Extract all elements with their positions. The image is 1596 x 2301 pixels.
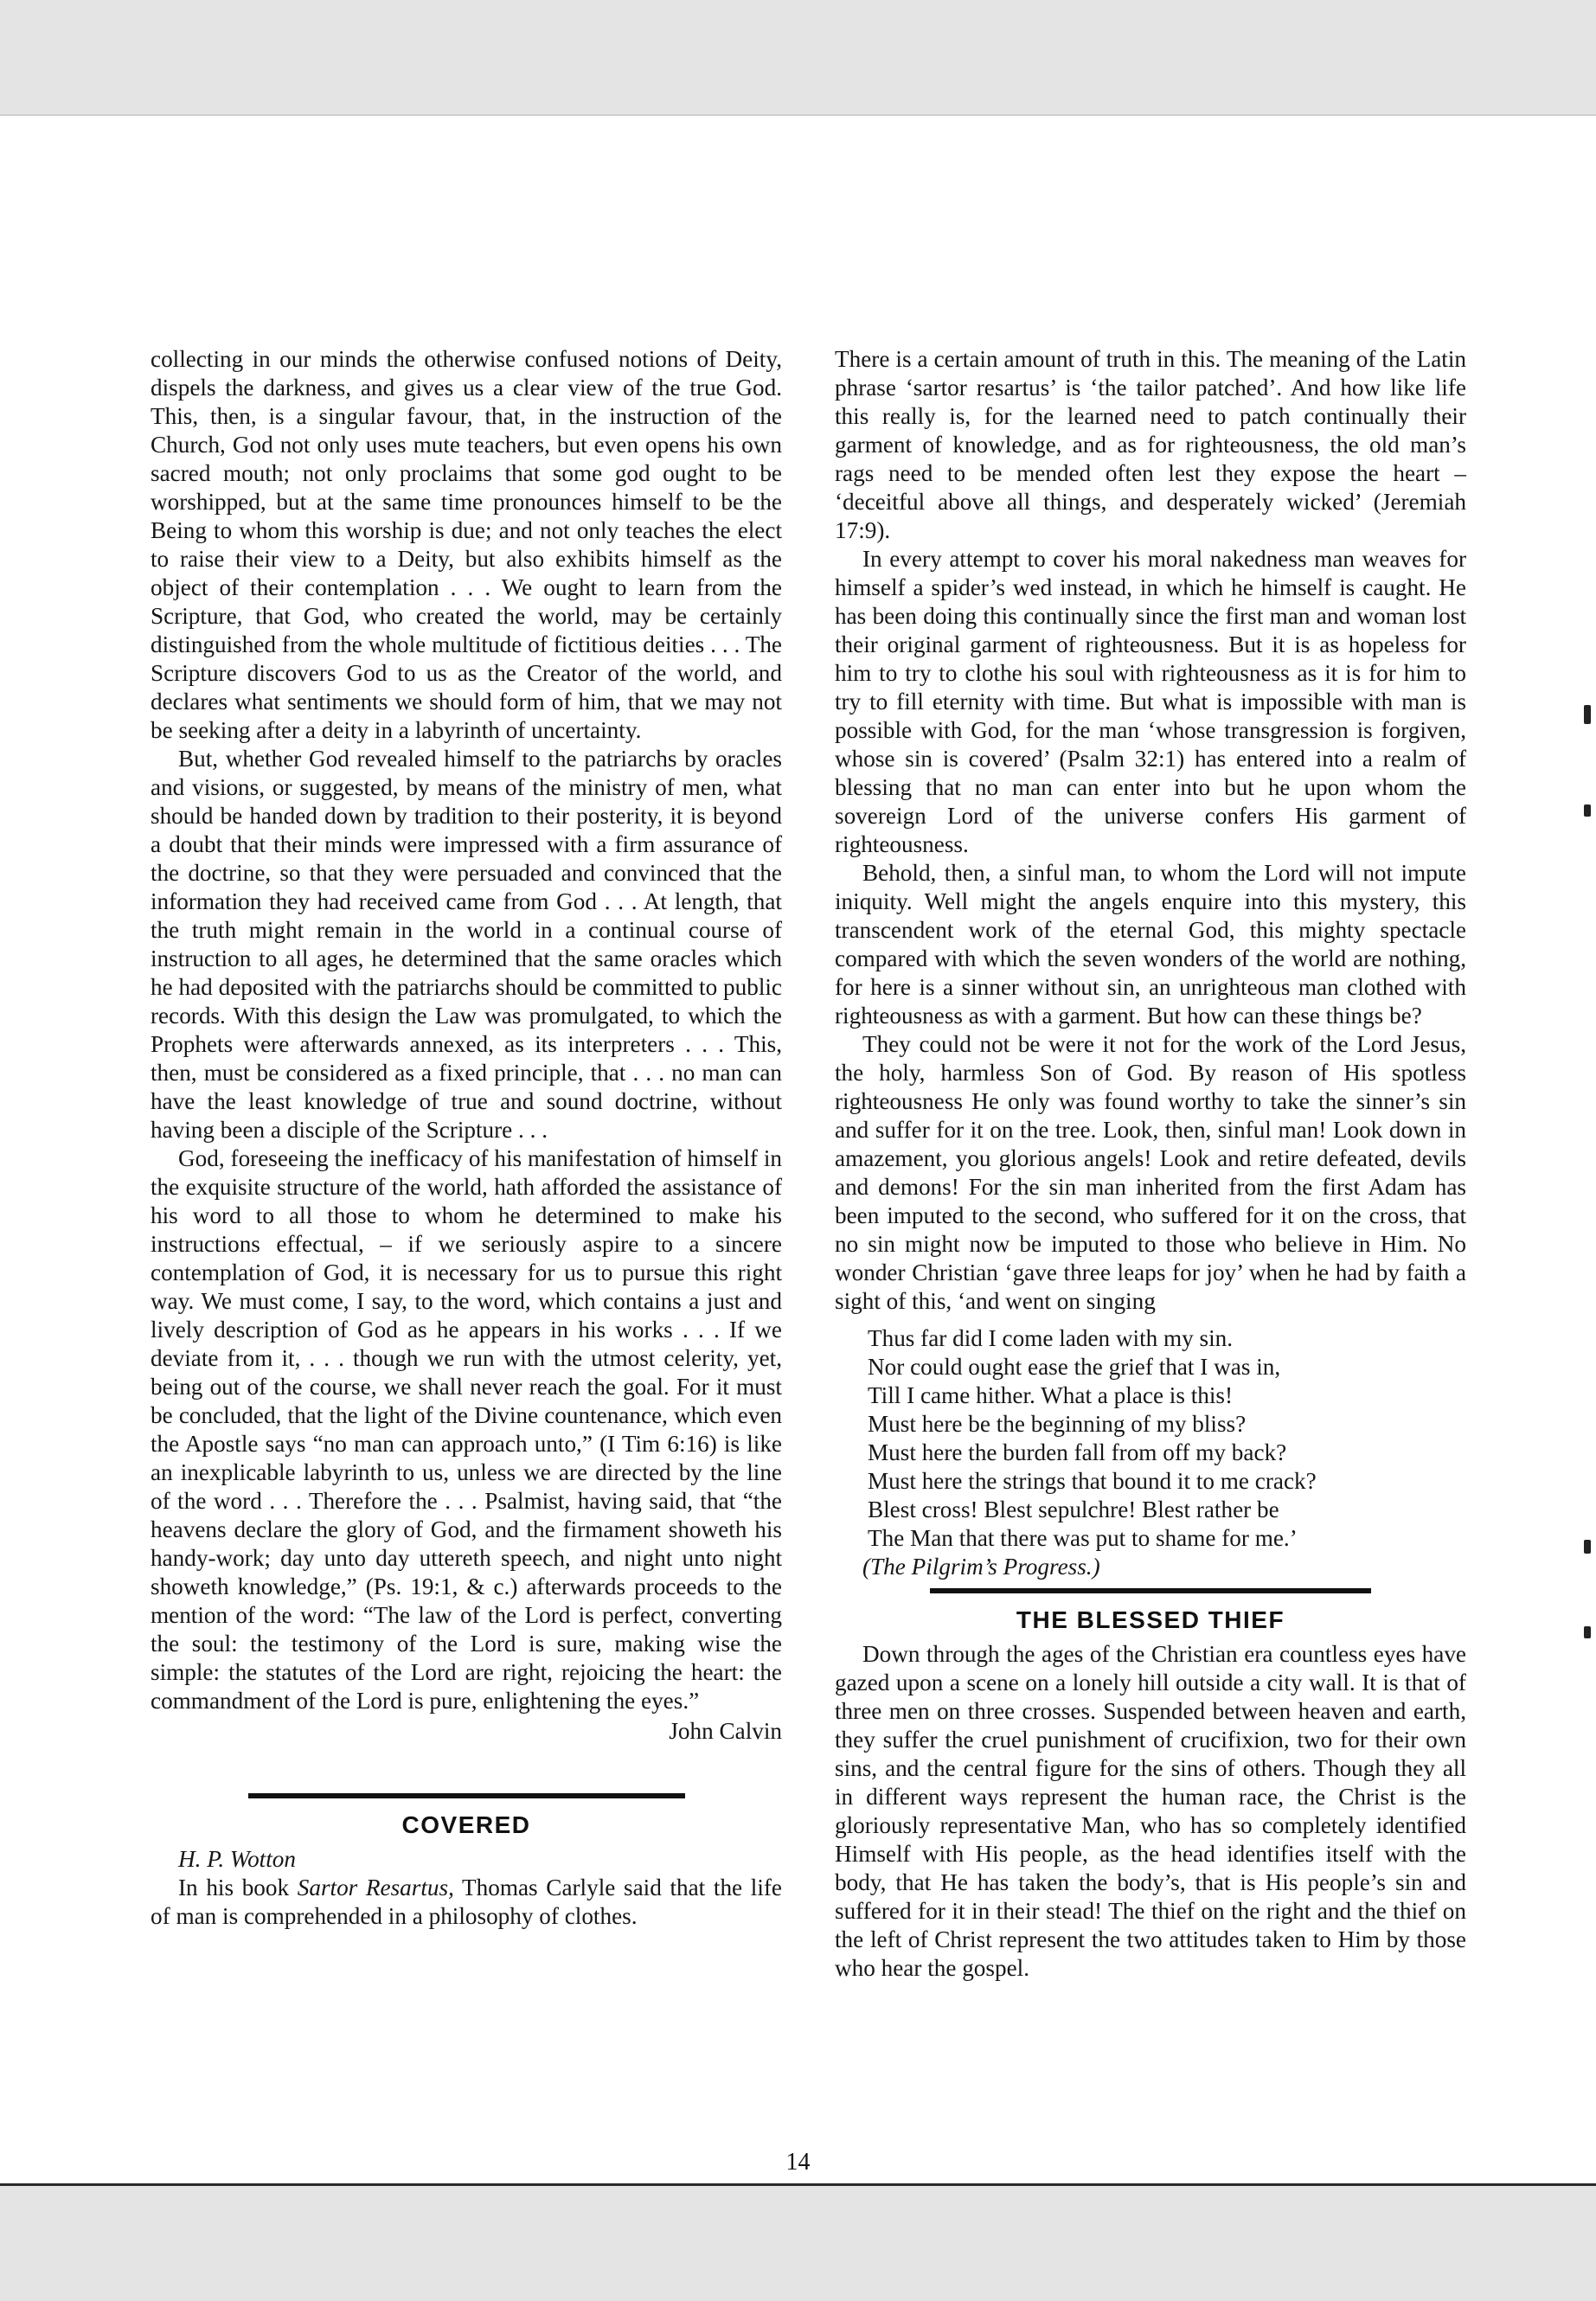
covered-heading: COVERED: [401, 1811, 531, 1838]
poem-source: (The Pilgrim’s Progress.): [862, 1554, 1100, 1580]
poem-line: Blest cross! Blest sepulchre! Blest rather be: [868, 1497, 1279, 1522]
poem-line: Thus far did I come laden with my sin.: [868, 1325, 1234, 1351]
calvin-paragraph: God, foreseeing the inefficacy of his manifestation of himself in the exquisite structure of the world, hath afforded the assistance of his word to all those to whom he determined to make his instructions effectual, – if we seriously aspire to a sincere contemplation of God, it is necessary for us to pursue this right way. We must come, I say, to the word, which contains a just and lively description of God as he appears in his works . . . If we deviate from it, . . . though we run with the utmost celerity, yet, being out of the course, we shall never reach the goal. For it must be concluded, that the light of the Divine countenance, which even the Apostle says “no man can approach unto,” (I Tim 6:16) is like an inexplicable labyrinth to us, unless we are directed by the line of the word . . . Therefore the . . . Psalmist, having said, that “the heavens declare the glory of God, and the firmament showeth his handy-work; day unto day uttereth speech, and night unto night showeth knowledge,” (Ps. 19:1, & c.) afterwards proceeds to the mention of the word: “The law of the Lord is perfect, converting the soul: the testimony of the Lord is sure, making wise the simple: the statutes of the Lord are right, rejoicing the heart: the commandment of the Lord is pure, enlightening the eyes.”: [151, 1145, 782, 1714]
page-number: 14: [785, 2149, 811, 2176]
covered-byline: H. P. Wotton: [178, 1846, 296, 1872]
blessed-thief-heading: THE BLESSED THIEF: [1016, 1606, 1285, 1633]
calvin-signature: John Calvin: [669, 1718, 782, 1744]
calvin-paragraph: But, whether God revealed himself to the patriarchs by oracles and visions, or suggested, by means of the ministry of men, what should be handed down by tradition to their posterity, it is beyond a doubt that their minds were impressed with a firm assurance of the doctrine, so that they were persuaded and convinced that the information they had received came from God . . . At length, that the truth might remain in the world in a continual course of instruction to all ages, he determined that the same oracles which he had deposited with the patriarchs should be committed to public records. With this design the Law was promulgated, to which the Prophets were afterwards annexed, as its interpreters . . . This, then, must be considered as a fixed principle, that . . . no man can have the least knowledge of true and sound doctrine, without having been a disciple of the Scripture . . .: [151, 746, 782, 1143]
left-column: [151, 345, 782, 1931]
covered-paragraph: They could not be were it not for the work of the Lord Jesus, the holy, harmless Son of God. By reason of His spotless righteousness He only was found worthy to take the sinner’s sin and suffer for it on the tree. Look, then, sinful man! Look down in amazement, you glorious angels! Look and retire defeated, devils and demons! For the sin man inherited from the first Adam has been imputed to the second, who suffered for it on the cross, that no sin might now be imputed to those who believe in Him. No wonder Christian ‘gave three leaps for joy’ when he had by faith a sight of this, ‘and went on singing: [835, 1031, 1466, 1314]
poem-line: The Man that there was put to shame for me.’: [868, 1525, 1298, 1551]
poem-block: [868, 1324, 1466, 1553]
scan-edge-mark: [1584, 705, 1591, 724]
scan-edge-mark: [1584, 1540, 1591, 1554]
scan-edge-mark: [1584, 1626, 1591, 1638]
covered-paragraph: There is a certain amount of truth in this. The meaning of the Latin phrase ‘sartor resartus’ is ‘the tailor patched’. And how like life this really is, for the learned need to patch continually their garment of knowledge, and as for righteousness, the old man’s rags need to be mended often lest they expose the heart – ‘deceitful above all things, and desperately wicked’ (Jeremiah 17:9).: [835, 346, 1466, 543]
poem-line: Must here the strings that bound it to me crack?: [868, 1468, 1317, 1494]
covered-intro-paragraph: [151, 1874, 782, 1931]
covered-paragraph: Behold, then, a sinful man, to whom the Lord will not impute iniquity. Well might the angels enquire into this mystery, this transcendent work of the eternal God, this mighty spectacle compared with which the seven wonders of the world are nothing, for here is a sinner without sin, an unrighteous man clothed with righteousness as with a garment. But how can these things be?: [835, 860, 1466, 1029]
poem-line: Till I came hither. What a place is this!: [868, 1382, 1234, 1408]
section-divider: [930, 1588, 1371, 1593]
blessed-thief-paragraph: Down through the ages of the Christian era countless eyes have gazed upon a scene on a lonely hill outside a city wall. It is that of three men on three crosses. Suspended between heaven and earth, they suffer the cruel punishment of crucifixion, two for their own sins, and the central figure for the sins of others. Though they all in different ways represent the human race, the Christ is the gloriously representative Man, who has so completely identified Himself with His people, as the head identifies itself with the body, that He has taken the body’s, that is His people’s sin and suffered for it in their stead! The thief on the right and the thief on the left of Christ represent the two attitudes taken to Him by those who hear the gospel.: [835, 1641, 1466, 1981]
section-divider: [248, 1793, 685, 1798]
calvin-paragraph: collecting in our minds the otherwise confused notions of Deity, dispels the darkness, and gives us a clear view of the true God. This, then, is a singular favour, that, in the instruction of the Church, God not only uses mute teachers, but even opens his own sacred mouth; not only proclaims that some god ought to be worshipped, but at the same time pronounces himself to be the Being to whom this worship is due; and not only teaches the elect to raise their view to a Deity, but also exhibits himself as the object of their contemplation . . . We ought to learn from the Scripture, that God, who created the world, may be certainly distinguished from the whole multitude of fictitious deities . . . The Scripture discovers God to us as the Creator of the world, and declares what sentiments we should form of him, that we may not be seeking after a deity in a labyrinth of uncertainty.: [151, 346, 782, 743]
book-title: Sartor Resartus,: [297, 1875, 454, 1900]
intro-text: Thomas Carlyle said that the life of man is comprehended in a philosophy of clothes.: [151, 1875, 782, 1929]
poem-line: Must here the burden fall from off my back?: [868, 1439, 1287, 1465]
poem-line: Must here be the beginning of my bliss?: [868, 1411, 1247, 1437]
right-column: [835, 345, 1466, 1983]
scan-edge-mark: [1584, 804, 1591, 817]
poem-line: Nor could ought ease the grief that I was in,: [868, 1354, 1281, 1380]
intro-text: In his book: [178, 1875, 298, 1900]
paper-sheet: [0, 114, 1596, 2186]
covered-paragraph: In every attempt to cover his moral nakedness man weaves for himself a spider’s wed instead, in which he himself is caught. He has been doing this continually since the first man and woman lost their original garment of righteousness. But it is as hopeless for him to try to clothe his soul with righteousness as it is for him to try to fill eternity with time. But what is impossible with man is possible with God, for the man ‘whose transgression is forgiven, whose sin is covered’ (Psalm 32:1) has entered into a realm of blessing that no man can enter into but he upon whom the sovereign Lord of the universe confers His garment of righteousness.: [835, 546, 1466, 857]
